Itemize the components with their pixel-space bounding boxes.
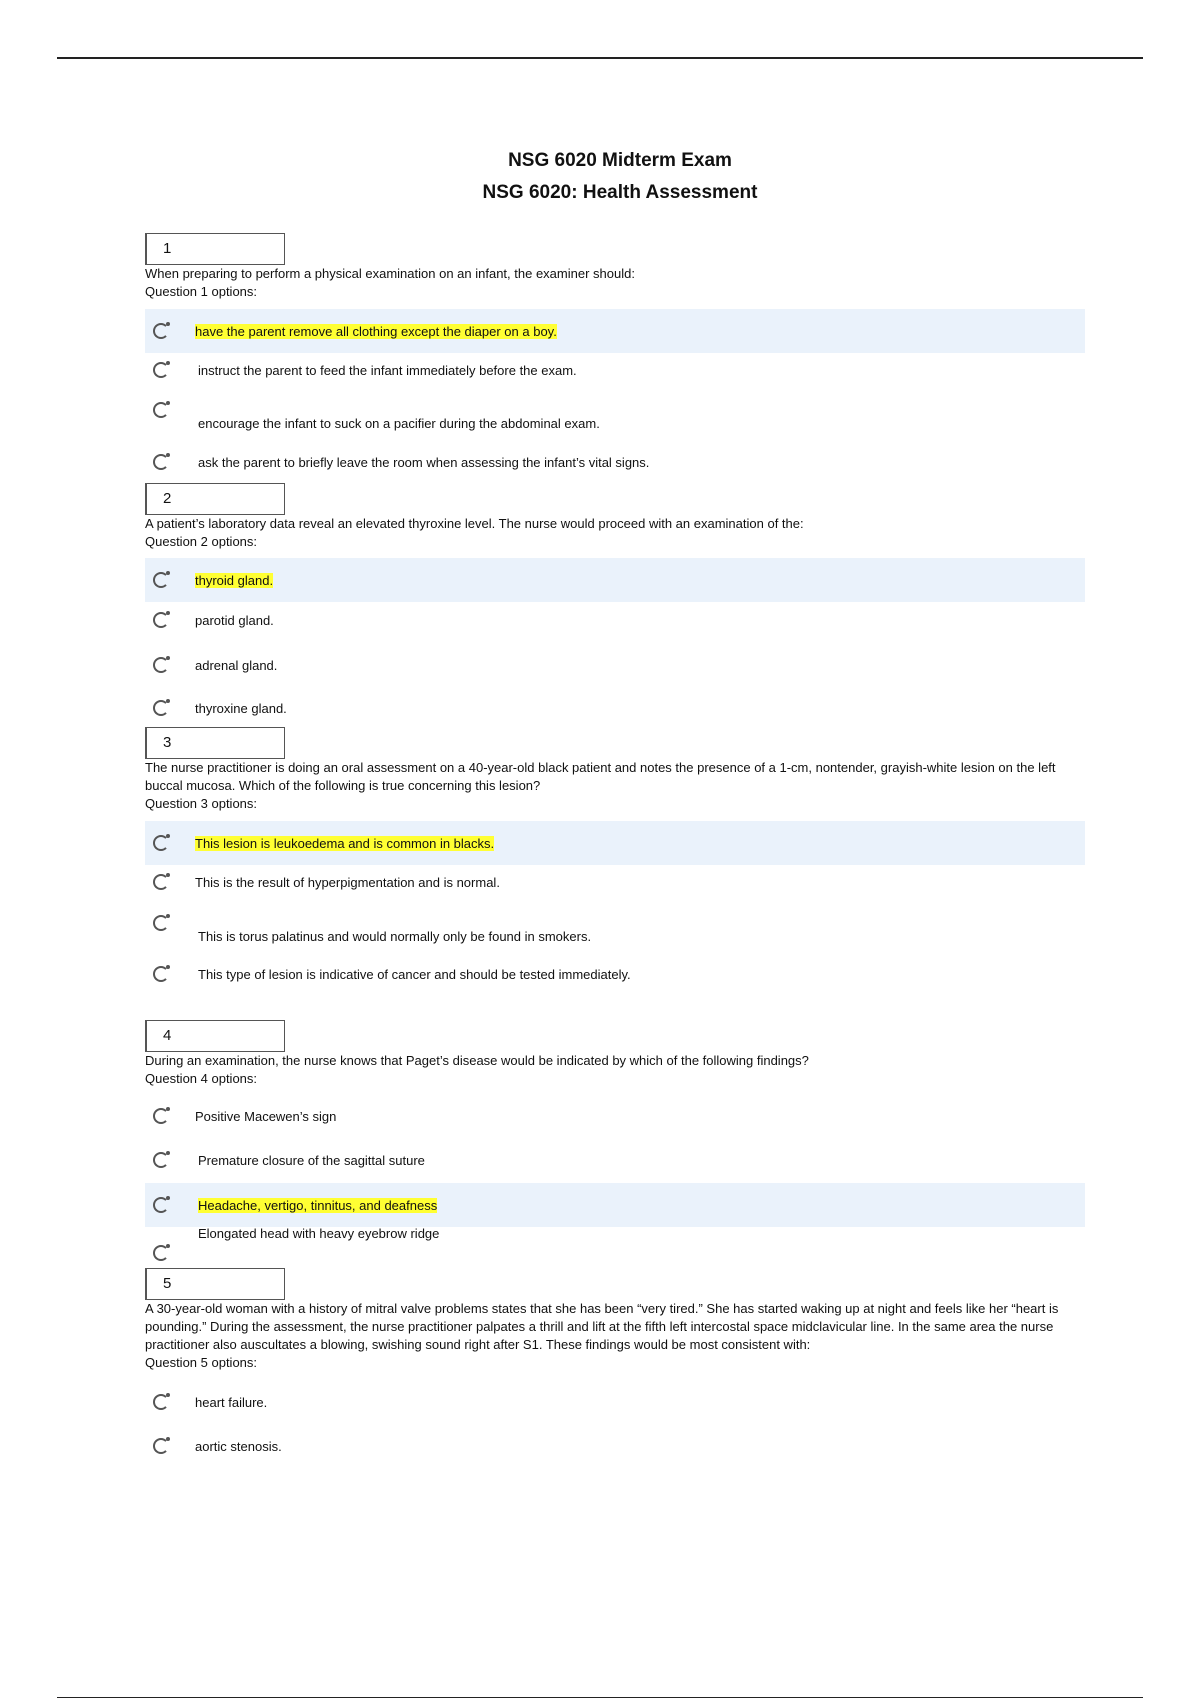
question-number: 5 (145, 1268, 285, 1300)
radio-icon[interactable] (153, 1438, 169, 1454)
question-text: During an examination, the nurse knows that Paget’s disease would be indicated by which of the following findings? (145, 1053, 809, 1068)
radio-icon[interactable] (153, 835, 169, 851)
question-3 (145, 727, 1085, 982)
radio-icon[interactable] (153, 874, 169, 890)
radio-icon[interactable] (153, 700, 169, 716)
option-1[interactable] (145, 821, 1085, 865)
document-subtitle: NSG 6020: Health Assessment (482, 182, 758, 203)
question-options-label: Question 2 options: (145, 534, 258, 549)
question-1 (145, 233, 1085, 470)
question-number: 4 (145, 1020, 285, 1052)
option-4[interactable] (145, 686, 1085, 730)
question-4 (145, 1020, 1085, 1241)
option-text: This lesion is leukoedema and is common in blacks. (195, 835, 495, 851)
option-3[interactable] (145, 908, 1085, 952)
option-2[interactable] (145, 598, 1085, 642)
option-text: ask the parent to briefly leave the room when assessing the infant’s vital signs. (198, 454, 650, 470)
radio-icon[interactable] (153, 362, 169, 378)
question-5 (145, 1268, 1085, 1454)
radio-icon[interactable] (153, 657, 169, 673)
radio-icon[interactable] (153, 572, 169, 588)
option-2[interactable] (145, 860, 1085, 904)
option-text: This is the result of hyperpigmentation and is normal. (195, 874, 500, 890)
question-options-label: Question 5 options: (145, 1355, 258, 1370)
option-text: encourage the infant to suck on a pacifier during the abdominal exam. (198, 415, 600, 431)
question-text: The nurse practitioner is doing an oral assessment on a 40-year-old black patient and notes the presence of a 1-cm, nontender, grayish-white lesion on the left buccal mucosa. Which of the following is true concerning this lesion? (145, 760, 1056, 793)
option-text: thyroid gland. (195, 572, 274, 588)
option-1[interactable] (145, 309, 1085, 353)
radio-icon[interactable] (153, 915, 169, 931)
radio-icon[interactable] (153, 966, 169, 982)
question-2 (145, 483, 1085, 716)
radio-icon[interactable] (153, 1245, 169, 1261)
option-3[interactable] (145, 395, 1085, 439)
option-text: thyroxine gland. (195, 700, 287, 716)
option-1[interactable] (145, 1380, 1085, 1424)
option-text: Positive Macewen’s sign (195, 1108, 337, 1124)
question-options-label: Question 1 options: (145, 284, 258, 299)
option-text: This type of lesion is indicative of cancer and should be tested immediately. (198, 966, 631, 982)
option-1[interactable] (145, 558, 1085, 602)
radio-icon[interactable] (153, 323, 169, 339)
radio-icon[interactable] (153, 612, 169, 628)
document-title: NSG 6020 Midterm Exam (508, 150, 732, 171)
option-text: adrenal gland. (195, 657, 278, 673)
option-1[interactable] (145, 1094, 1085, 1138)
radio-icon[interactable] (153, 1108, 169, 1124)
option-text: have the parent remove all clothing except the diaper on a boy. (195, 323, 557, 339)
option-text: heart failure. (195, 1394, 268, 1410)
radio-icon[interactable] (153, 1152, 169, 1168)
question-number: 2 (145, 483, 285, 515)
option-4[interactable] (145, 1218, 1085, 1262)
option-text: parotid gland. (195, 612, 274, 628)
title-block (0, 145, 1200, 209)
top-rule (57, 57, 1143, 59)
radio-icon[interactable] (153, 454, 169, 470)
option-4[interactable] (145, 440, 1085, 484)
option-text: This is torus palatinus and would normally only be found in smokers. (198, 928, 592, 944)
option-text: aortic stenosis. (195, 1438, 282, 1454)
option-text: Elongated head with heavy eyebrow ridge (198, 1225, 440, 1241)
question-text: When preparing to perform a physical examination on an infant, the examiner should: (145, 266, 635, 281)
option-3[interactable] (145, 643, 1085, 687)
question-number: 1 (145, 233, 285, 265)
option-2[interactable] (145, 348, 1085, 392)
question-text: A 30-year-old woman with a history of mitral valve problems states that she has been “very tired.” She has started waking up at night and feels like her “heart is pounding.” During the assessment, the nurse practitioner palpates a thrill and lift at the fifth left intercostal space midclavicular line. In the same area the nurse practitioner also auscultates a blowing, swishing sound right after S1. These findings would be most consistent with: (145, 1301, 1059, 1352)
bottom-rule (57, 1697, 1143, 1698)
question-options-label: Question 3 options: (145, 796, 258, 811)
radio-icon[interactable] (153, 1394, 169, 1410)
option-2[interactable] (145, 1138, 1085, 1182)
option-text: instruct the parent to feed the infant immediately before the exam. (198, 362, 577, 378)
question-text: A patient’s laboratory data reveal an elevated thyroxine level. The nurse would proceed with an examination of the: (145, 516, 804, 531)
option-4[interactable] (145, 952, 1085, 996)
question-options-label: Question 4 options: (145, 1071, 258, 1086)
option-2[interactable] (145, 1424, 1085, 1468)
option-text: Headache, vertigo, tinnitus, and deafness (198, 1197, 438, 1213)
radio-icon[interactable] (153, 1197, 169, 1213)
radio-icon[interactable] (153, 402, 169, 418)
question-number: 3 (145, 727, 285, 759)
option-text: Premature closure of the sagittal suture (198, 1152, 425, 1168)
